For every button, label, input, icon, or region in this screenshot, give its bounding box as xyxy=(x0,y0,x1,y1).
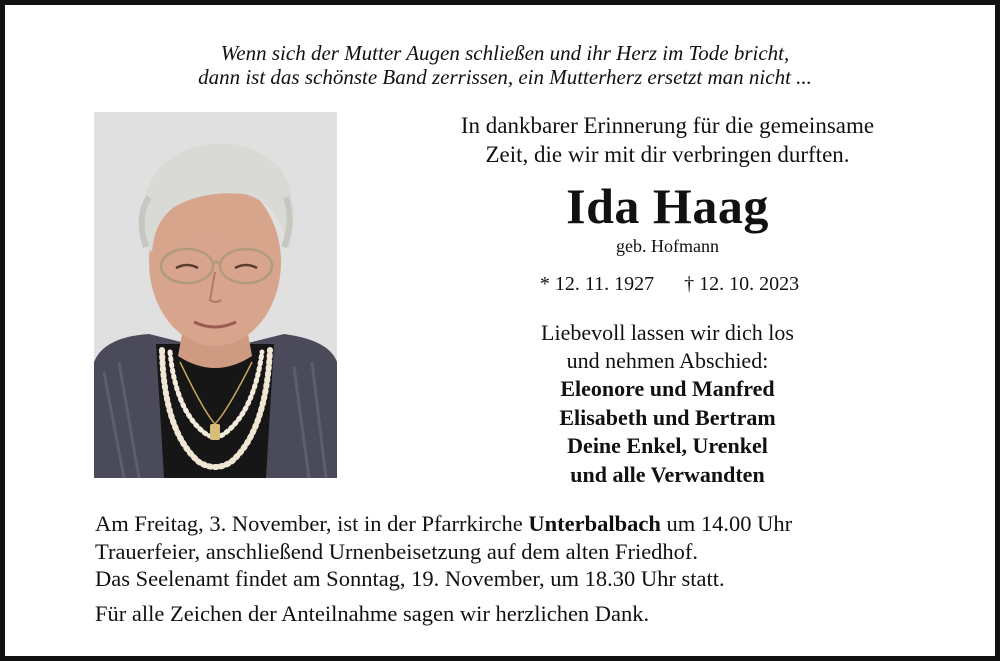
service-line-1-start: Am Freitag, 3. November, ist in der Pfarrkirche xyxy=(95,511,529,536)
memorial-quote xyxy=(65,41,945,89)
service-details xyxy=(95,510,955,593)
service-line-3: Das Seelenamt findet am Sonntag, 19. November, um 18.30 Uhr statt. xyxy=(95,566,725,591)
thanks-text: Für alle Zeichen der Anteilnahme sagen wir herzlichen Dank. xyxy=(95,601,650,626)
birth-name: geb. Hofmann xyxy=(616,236,719,256)
farewell-line-2: und nehmen Abschied: xyxy=(566,348,769,373)
portrait-photo xyxy=(94,112,337,478)
life-dates xyxy=(410,271,925,297)
farewell-text xyxy=(410,319,925,375)
mourner-entry: Elisabeth und Bertram xyxy=(559,404,776,430)
mourner-entry: und alle Verwandten xyxy=(570,461,765,487)
mourners-list xyxy=(410,375,925,489)
memory-line-2: Zeit, die wir mit dir verbringen durften. xyxy=(485,142,850,167)
service-line-1 xyxy=(95,510,955,538)
mourner-entry: Deine Enkel, Urenkel xyxy=(567,433,768,458)
portrait-illustration xyxy=(94,112,337,478)
death-date: † 12. 10. 2023 xyxy=(684,273,800,295)
birth-date: * 12. 11. 1927 xyxy=(539,273,655,295)
memory-line-1: In dankbarer Erinnerung für die gemeinsame xyxy=(460,113,875,138)
quote-line-2: dann ist das schönste Band zerrissen, ein Mutterherz ersetzt man nicht ... xyxy=(198,65,812,89)
service-line-1-end: um 14.00 Uhr xyxy=(660,511,793,536)
notice-main-text xyxy=(410,111,925,489)
memory-text xyxy=(410,111,925,169)
mourner-entry: Eleonore und Manfred xyxy=(560,376,775,401)
quote-line-1: Wenn sich der Mutter Augen schließen und ihr Herz im Tode bricht, xyxy=(220,41,790,65)
church-location: Unterbalbach xyxy=(528,511,661,536)
service-line-2: Trauerfeier, anschließend Urnenbeisetzung auf dem alten Friedhof. xyxy=(95,538,699,564)
farewell-line-1: Liebevoll lassen wir dich los xyxy=(541,320,794,345)
deceased-name: Ida Haag xyxy=(566,178,769,234)
